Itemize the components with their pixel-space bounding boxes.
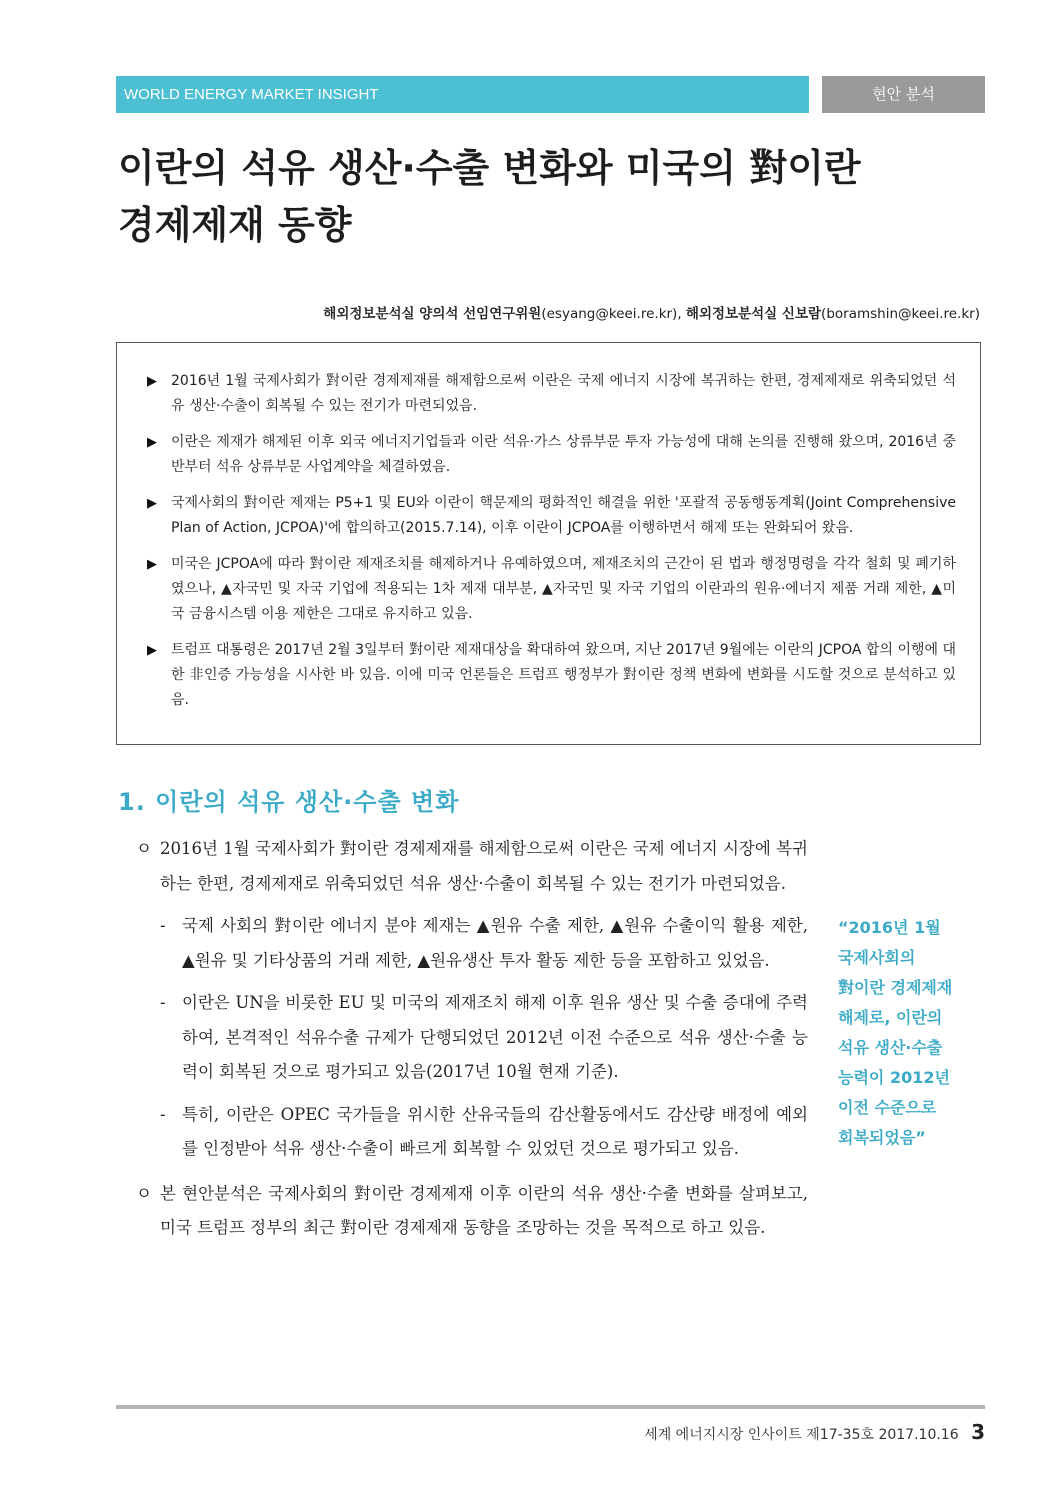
summary-text: 2016년 1월 국제사회가 對이란 경제제재를 해제함으로써 이란은 국제 에너지 시장에 복귀하는 한편, 경제제재로 위축되었던 석유 생산·수출이 회복될 수 있는 전기가 마련되었음.: [171, 373, 956, 414]
paragraph-text: 2016년 1월 국제사회가 對이란 경제제재를 해제함으로써 이란은 국제 에너지 시장에 복귀하는 한편, 경제제재로 위축되었던 석유 생산·수출이 회복될 수 있는 전기가 마련되었음.: [160, 839, 808, 893]
sub-paragraph: [160, 986, 808, 1090]
sub-paragraph-text: 특히, 이란은 OPEC 국가들을 위시한 산유국들의 감산활동에서도 감산량 배정에 예외를 인정받아 석유 생산·수출이 빠르게 회복할 수 있었던 것으로 평가되고 있음.: [182, 1104, 808, 1158]
sub-paragraph-text: 국제 사회의 對이란 에너지 분야 제재는 ▲원유 수출 제한, ▲원유 수출이익 활용 제한, ▲원유 및 기타상품의 거래 제한, ▲원유생산 투자 활동 제한 등을 포함하고 있었음.: [182, 916, 808, 970]
title-line-2: 경제제재 동향: [118, 203, 352, 247]
dash-bullet: -: [160, 1104, 166, 1124]
footer: [644, 1420, 985, 1444]
authors: [323, 302, 980, 322]
section-label: 현안 분석: [822, 76, 985, 113]
summary-item: [147, 552, 956, 627]
author-1-name: 해외정보분석실 양의석 선임연구위원: [323, 306, 542, 322]
pull-quote-line: 석유 생산·수출: [838, 1038, 943, 1057]
summary-text: 트럼프 대통령은 2017년 2월 3일부터 對이란 제재대상을 확대하여 왔으며, 지난 2017년 9월에는 이란의 JCPOA 합의 이행에 대한 非인증 가능성을 시사한 바 있음. 이에 미국 언론들은 트럼프 행정부가 對이란 정책 변화에 변화를 시도할 것으로 분석하고 있음.: [171, 642, 956, 708]
summary-item: [147, 430, 956, 480]
pull-quote-line: 對이란 경제제재: [838, 978, 953, 997]
section-body: [136, 832, 808, 1246]
footer-divider: [116, 1405, 985, 1409]
pull-quote-line: 이전 수준으로: [838, 1098, 937, 1117]
pull-quote-line: 국제사회의: [838, 948, 916, 967]
paragraph: [136, 1177, 808, 1246]
publication-info: 세계 에너지시장 인사이트 제17-35호 2017.10.16: [644, 1427, 959, 1443]
paragraph: [136, 832, 808, 901]
dash-bullet: -: [160, 993, 166, 1012]
circle-bullet-icon: ㅇ: [136, 1183, 152, 1203]
summary-text: 국제사회의 對이란 제재는 P5+1 및 EU와 이란이 핵문제의 평화적인 해결을 위한 '포괄적 공동행동계획(Joint Comprehensive Plan of Action, JCPOA)'에 합의하고(2015.7.14), 이후 이란이 JCPOA를 이행하면서 해제 또는 완화되어 왔음.: [171, 495, 956, 536]
summary-text: 미국은 JCPOA에 따라 對이란 제재조치를 해제하거나 유예하였으며, 제재조치의 근간이 된 법과 행정명령을 각각 철회 및 폐기하였으나, ▲자국민 및 자국 기업에 적용되는 1차 제재 대부분, ▲자국민 및 자국 기업의 이란과의 원유·에너지 제품 거래 제한, ▲미국 금융시스템 이용 제한은 그대로 유지하고 있음.: [171, 556, 956, 622]
author-1-email: (esyang@keei.re.kr),: [541, 306, 682, 322]
author-2-email: (boramshin@keei.re.kr): [821, 306, 980, 322]
sub-paragraph-text: 이란은 UN을 비롯한 EU 및 미국의 제재조치 해제 이후 원유 생산 및 수출 증대에 주력하여, 본격적인 석유수출 규제가 단행되었던 2012년 이전 수준으로 석유 생산·수출 능력이 회복된 것으로 평가되고 있음(2017년 10월 현재 기준).: [182, 993, 808, 1081]
triangle-bullet-icon: ▶: [147, 496, 157, 511]
section-heading: 1. 이란의 석유 생산·수출 변화: [118, 788, 460, 816]
circle-bullet-icon: ㅇ: [136, 839, 152, 858]
pull-quote-line: 능력이 2012년: [838, 1068, 950, 1087]
triangle-bullet-icon: ▶: [147, 435, 157, 450]
triangle-bullet-icon: ▶: [147, 374, 157, 389]
pull-quote-line: 해제로, 이란의: [838, 1008, 943, 1027]
triangle-bullet-icon: ▶: [147, 557, 157, 572]
dash-bullet: -: [160, 916, 166, 935]
pull-quote-line: 회복되었음”: [838, 1128, 926, 1147]
summary-box: [116, 342, 981, 745]
header-banner: WORLD ENERGY MARKET INSIGHT: [116, 76, 809, 113]
summary-item: [147, 491, 956, 541]
summary-text: 이란은 제재가 해제된 이후 외국 에너지기업들과 이란 석유·가스 상류부문 투자 가능성에 대해 논의를 진행해 왔으며, 2016년 중반부터 석유 상류부문 사업계약을 체결하였음.: [171, 434, 956, 475]
pull-quote-line: “2016년 1월: [838, 918, 941, 937]
page-title: [118, 140, 978, 254]
summary-item: [147, 369, 956, 419]
title-line-1: 이란의 석유 생산·수출 변화와 미국의 對이란: [118, 146, 861, 190]
page-number: 3: [971, 1420, 985, 1444]
pull-quote: [838, 913, 974, 1153]
triangle-bullet-icon: ▶: [147, 643, 157, 658]
sub-paragraph: [160, 909, 808, 978]
sub-paragraph: [160, 1098, 808, 1167]
paragraph-text: 본 현안분석은 국제사회의 對이란 경제제재 이후 이란의 석유 생산·수출 변화를 살펴보고, 미국 트럼프 정부의 최근 對이란 경제제재 동향을 조망하는 것을 목적으로 하고 있음.: [160, 1183, 808, 1237]
summary-item: [147, 638, 956, 713]
author-2-name: 해외정보분석실 신보람: [685, 306, 822, 322]
